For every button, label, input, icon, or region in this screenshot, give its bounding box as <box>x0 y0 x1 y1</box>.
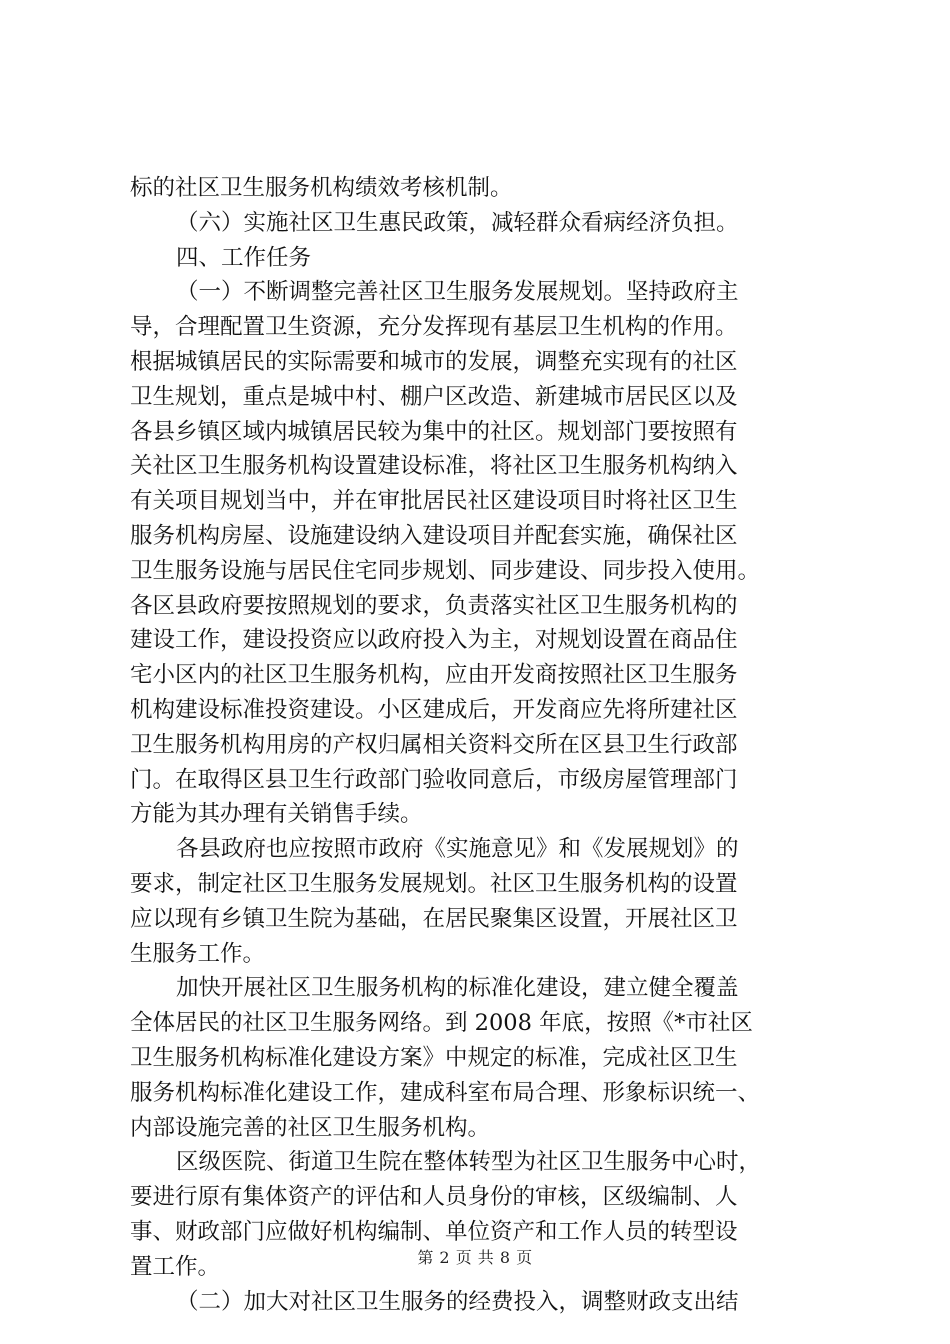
text-line: 导，合理配置卫生资源，充分发挥现有基层卫生机构的作用。 <box>130 314 738 341</box>
text-line: 关社区卫生服务机构设置建设标准，将社区卫生服务机构纳入 <box>130 453 738 480</box>
text-line: 服务机构标准化建设工作，建成科室布局合理、形象标识统一、 <box>130 1079 761 1106</box>
text-line: 根据城镇居民的实际需要和城市的发展，调整充实现有的社区 <box>130 348 738 375</box>
text-line: 标的社区卫生服务机构绩效考核机制。 <box>130 175 513 201</box>
text-line: 各县乡镇区域内城镇居民较为集中的社区。规划部门要按照有 <box>130 418 738 445</box>
text-line: 建设工作，建设投资应以政府投入为主，对规划设置在商品住 <box>130 627 738 654</box>
text-line: 卫生规划，重点是城中村、棚户区改造、新建城市居民区以及 <box>130 383 738 410</box>
text-line: 内部设施完善的社区卫生服务机构。 <box>130 1114 491 1141</box>
text-line: 加快开展社区卫生服务机构的标准化建设，建立健全覆盖 <box>176 975 739 1002</box>
text-line: （一）不断调整完善社区卫生服务发展规划。坚持政府主 <box>176 279 739 306</box>
text-line: 有关项目规划当中，并在审批居民社区建设项目时将社区卫生 <box>130 488 738 515</box>
text-line: （二）加大对社区卫生服务的经费投入，调整财政支出结 <box>176 1288 739 1315</box>
text-line: 事、财政部门应做好机构编制、单位资产和工作人员的转型设 <box>130 1218 738 1245</box>
text-line: 卫生服务机构用房的产权归属相关资料交所在区县卫生行政部 <box>130 731 738 758</box>
text-line: 区级医院、街道卫生院在整体转型为社区卫生服务中心时， <box>176 1149 762 1176</box>
text-line: 机构建设标准投资建设。小区建成后，开发商应先将所建社区 <box>130 696 738 723</box>
text-line: 要进行原有集体资产的评估和人员身份的审核，区级编制、人 <box>130 1184 738 1211</box>
text-line: 应以现有乡镇卫生院为基础，在居民聚集区设置，开展社区卫 <box>130 905 738 932</box>
text-line: 全体居民的社区卫生服务网络。到 2008 年底，按照《*市社区 <box>130 1010 753 1037</box>
text-line: 四、工作任务 <box>176 244 312 271</box>
text-line: 要求，制定社区卫生服务发展规划。社区卫生服务机构的设置 <box>130 870 738 897</box>
text-line: 卫生服务机构标准化建设方案》中规定的标准，完成社区卫生 <box>130 1044 738 1071</box>
text-line: 宅小区内的社区卫生服务机构，应由开发商按照社区卫生服务 <box>130 662 738 689</box>
text-line: 生服务工作。 <box>130 940 266 967</box>
document-body <box>130 171 830 1319</box>
text-line: 各县政府也应按照市政府《实施意见》和《发展规划》的 <box>176 836 739 863</box>
text-line: 置工作。 <box>130 1253 221 1280</box>
text-line: （六）实施社区卫生惠民政策，减轻群众看病经济负担。 <box>176 209 739 236</box>
text-line: 各区县政府要按照规划的要求，负责落实社区卫生服务机构的 <box>130 592 738 619</box>
text-line: 服务机构房屋、设施建设纳入建设项目并配套实施，确保社区 <box>130 522 738 549</box>
text-line: 卫生服务设施与居民住宅同步规划、同步建设、同步投入使用。 <box>130 557 761 584</box>
text-line: 方能为其办理有关销售手续。 <box>130 801 423 828</box>
page-footer: 第 2 页 共 8 页 <box>417 1248 533 1267</box>
text-line: 门。在取得区县卫生行政部门验收同意后，市级房屋管理部门 <box>130 766 738 793</box>
